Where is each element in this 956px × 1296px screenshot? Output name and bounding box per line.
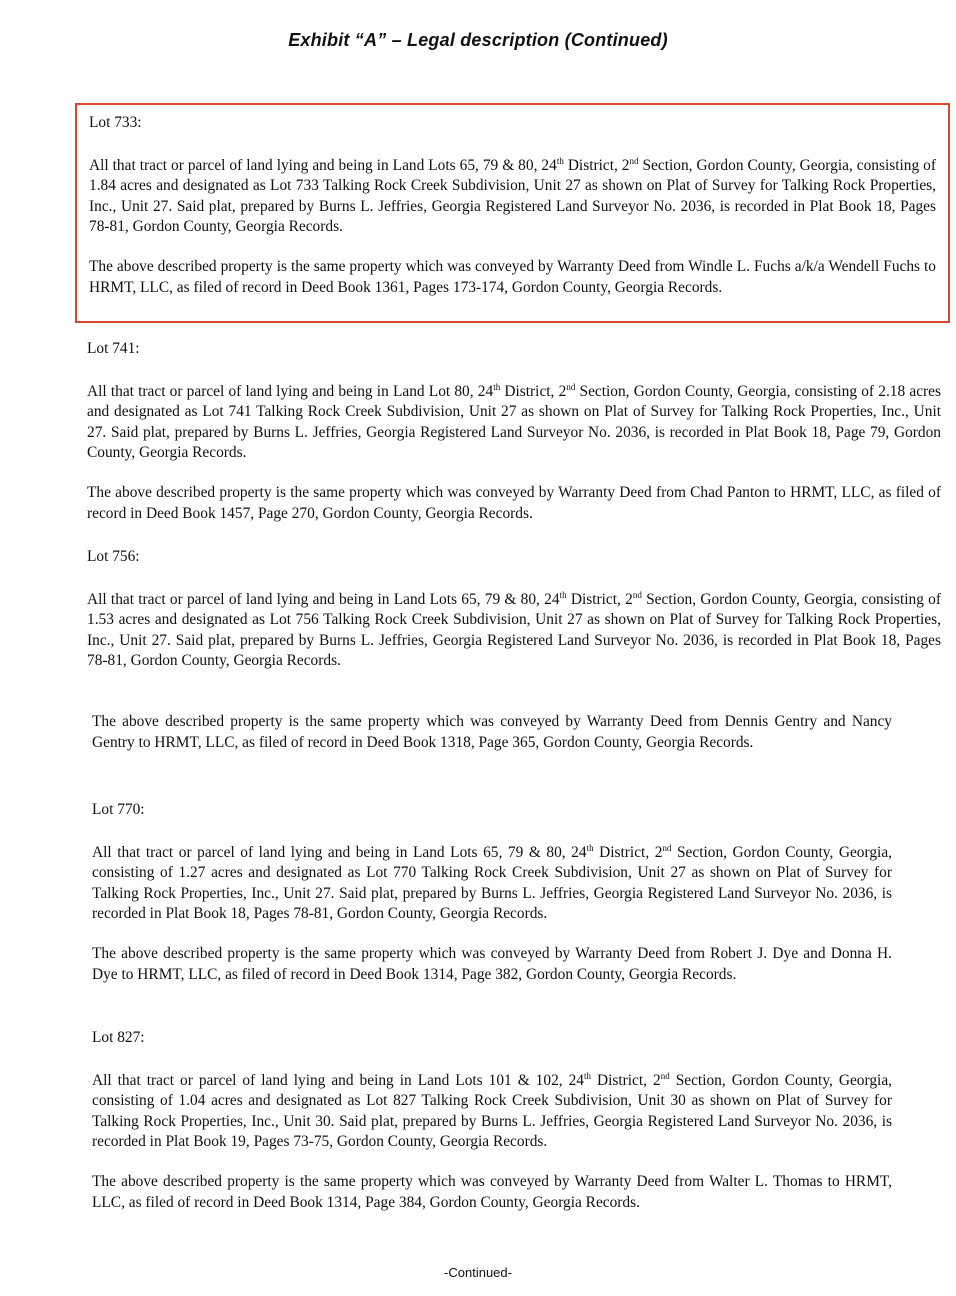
lot-label: Lot 770: [92, 801, 145, 818]
lot-756-section [87, 547, 941, 672]
conveyance-statement: The above described property is the same property which was conveyed by Warranty Deed from Walter L. Thomas to HRMT, LLC, as filed of record in Deed Book 1314, Page 384, Gordon County, Georgia Records. [92, 1172, 892, 1211]
lot-label: Lot 741: [87, 340, 140, 357]
lot-label: Lot 733: [89, 114, 142, 131]
lot-label: Lot 756: [87, 548, 140, 565]
continued-footer: -Continued- [444, 1265, 512, 1280]
conveyance-statement: The above described property is the same property which was conveyed by Warranty Deed from Windle L. Fuchs a/k/a Wendell Fuchs to HRMT, LLC, as filed of record in Deed Book 1361, Pages 173-174, Gordon County, Georgia Records. [89, 257, 936, 296]
legal-description: All that tract or parcel of land lying and being in Land Lots 65, 79 & 80, 24th District, 2nd Section, Gordon County, Georgia, consisting of 1.84 acres and designated as Lot 733 Talking Rock Creek Subdivision, Unit 27 as shown on Plat of Survey for Talking Rock Properties, Inc., Unit 27. Said plat, prepared by Burns L. Jeffries, Georgia Registered Land Surveyor No. 2036, is recorded in Plat Book 18, Pages 78-81, Gordon County, Georgia Records. [89, 155, 937, 236]
conveyance-statement: The above described property is the same property which was conveyed by Warranty Deed from Dennis Gentry and Nancy Gentry to HRMT, LLC, as filed of record in Deed Book 1318, Page 365, Gordon County, Georgia Records. [92, 713, 892, 751]
lot-733-section [75, 103, 950, 323]
lot-827-section [92, 1028, 892, 1213]
lot-741-section [87, 339, 941, 524]
conveyance-statement: The above described property is the same property which was conveyed by Warranty Deed from Robert J. Dye and Donna H. Dye to HRMT, LLC, as filed of record in Deed Book 1314, Page 382, Gordon County, Georgia Records. [92, 944, 892, 983]
lot-770-section [92, 800, 892, 985]
legal-description: All that tract or parcel of land lying and being in Land Lots 101 & 102, 24th District, 2nd Section, Gordon County, Georgia, consisting of 1.04 acres and designated as Lot 827 Talking Rock Creek Subdivision, Unit 30 as shown on Plat of Survey for Talking Rock Properties, Inc., Unit 30. Said plat, prepared by Burns L. Jeffries, Georgia Registered Land Surveyor No. 2036, is recorded in Plat Book 19, Pages 73-75, Gordon County, Georgia Records. [92, 1070, 892, 1151]
page-title: Exhibit “A” – Legal description (Continued) [288, 30, 668, 50]
lot-756-conveyance-section [92, 712, 892, 753]
legal-description: All that tract or parcel of land lying and being in Land Lots 65, 79 & 80, 24th District, 2nd Section, Gordon County, Georgia, consisting of 1.53 acres and designated as Lot 756 Talking Rock Creek Subdivision, Unit 27 as shown on Plat of Survey for Talking Rock Properties, Inc., Unit 27. Said plat, prepared by Burns L. Jeffries, Georgia Registered Land Surveyor No. 2036, is recorded in Plat Book 18, Pages 78-81, Gordon County, Georgia Records. [87, 589, 942, 670]
lot-label: Lot 827: [92, 1029, 145, 1046]
legal-description: All that tract or parcel of land lying and being in Land Lot 80, 24th District, 2nd Section, Gordon County, Georgia, consisting of 2.18 acres and designated as Lot 741 Talking Rock Creek Subdivision, Unit 27 as shown on Plat of Survey for Talking Rock Properties, Inc., Unit 27. Said plat, prepared by Burns L. Jeffries, Georgia Registered Land Surveyor No. 2036, is recorded in Plat Book 18, Page 79, Gordon County, Georgia Records. [87, 381, 941, 462]
conveyance-statement: The above described property is the same property which was conveyed by Warranty Deed from Chad Panton to HRMT, LLC, as filed of record in Deed Book 1457, Page 270, Gordon County, Georgia Records. [87, 483, 941, 522]
legal-description: All that tract or parcel of land lying and being in Land Lots 65, 79 & 80, 24th District, 2nd Section, Gordon County, Georgia, consisting of 1.27 acres and designated as Lot 770 Talking Rock Creek Subdivision, Unit 27 as shown on Plat of Survey for Talking Rock Properties, Inc., Unit 27. Said plat, prepared by Burns L. Jeffries, Georgia Registered Land Surveyor No. 2036, is recorded in Plat Book 18, Pages 78-81, Gordon County, Georgia Records. [92, 842, 893, 923]
